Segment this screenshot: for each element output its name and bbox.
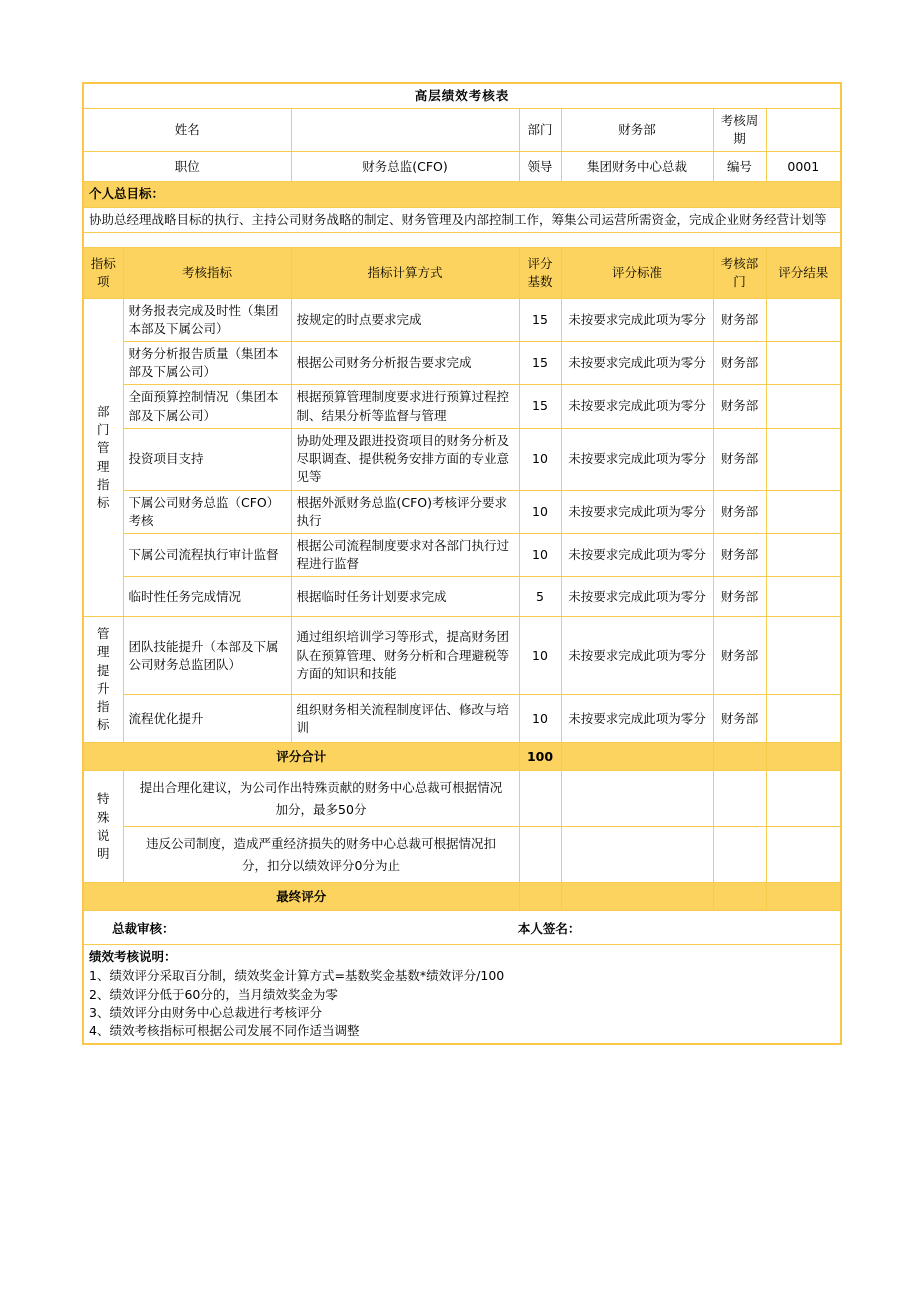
cell-standard: 未按要求完成此项为零分 [561, 298, 713, 341]
cycle-value[interactable] [766, 109, 841, 152]
cell-method: 根据临时任务计划要求完成 [291, 577, 519, 617]
col-header-indicator: 考核指标 [123, 247, 291, 298]
objective-label-row [83, 182, 841, 207]
performance-appraisal-sheet [82, 82, 842, 1045]
cell-base: 10 [519, 533, 561, 576]
cell-standard: 未按要求完成此项为零分 [561, 533, 713, 576]
cell-indicator: 流程优化提升 [123, 695, 291, 743]
table-row [83, 695, 841, 743]
number-label: 编号 [713, 152, 766, 182]
objective-label: 个人总目标： [83, 182, 841, 207]
table-row [83, 490, 841, 533]
table-row [83, 428, 841, 490]
cycle-label: 考核周期 [713, 109, 766, 152]
section-label-char: 升 [96, 680, 110, 696]
special-result[interactable] [766, 827, 841, 883]
note-line: 1、绩效评分采取百分制，绩效奖金计算方式=基数奖金基数*绩效评分/100 [89, 968, 505, 984]
final-standard[interactable] [561, 883, 713, 911]
col-header-category: 指标项 [83, 247, 123, 298]
position-label: 职位 [83, 152, 291, 182]
leader-value[interactable]: 集团财务中心总裁 [561, 152, 713, 182]
cell-indicator: 全面预算控制情况（集团本部及下属公司） [123, 385, 291, 428]
note-line: 4、绩效考核指标可根据公司发展不同作适当调整 [89, 1022, 360, 1038]
cell-indicator: 下属公司流程执行审计监督 [123, 533, 291, 576]
col-header-base: 评分基数 [519, 247, 561, 298]
cell-base: 15 [519, 342, 561, 385]
cell-result[interactable] [766, 533, 841, 576]
section-label-1 [83, 617, 123, 743]
name-label: 姓名 [83, 109, 291, 152]
number-value[interactable]: 0001 [766, 152, 841, 182]
special-label-char: 特 [96, 791, 110, 807]
notes-block [83, 945, 841, 1044]
grid-header-row [83, 247, 841, 298]
special-text: 提出合理化建议，为公司作出特殊贡献的财务中心总裁可根据情况加分，最多50分 [123, 771, 519, 827]
table-row [83, 533, 841, 576]
final-label: 最终评分 [83, 883, 519, 911]
cell-base: 5 [519, 577, 561, 617]
cell-dept: 财务部 [713, 617, 766, 695]
table-row [83, 577, 841, 617]
special-standard[interactable] [561, 827, 713, 883]
spacer [83, 232, 841, 247]
cell-result[interactable] [766, 577, 841, 617]
section-label-char: 提 [96, 662, 110, 678]
special-label-char: 说 [96, 827, 110, 843]
special-row [83, 771, 841, 827]
cell-method: 按规定的时点要求完成 [291, 298, 519, 341]
section-label-char: 管 [96, 626, 110, 642]
cell-standard: 未按要求完成此项为零分 [561, 342, 713, 385]
meta-row-2 [83, 152, 841, 182]
notes-title: 绩效考核说明： [89, 949, 177, 965]
spacer-row-1 [83, 232, 841, 247]
cell-standard: 未按要求完成此项为零分 [561, 428, 713, 490]
cell-result[interactable] [766, 617, 841, 695]
cell-dept: 财务部 [713, 695, 766, 743]
cell-standard: 未按要求完成此项为零分 [561, 577, 713, 617]
cell-dept: 财务部 [713, 342, 766, 385]
section-label-char: 理 [96, 458, 110, 474]
note-line: 2、绩效评分低于60分的，当月绩效奖金为零 [89, 986, 338, 1002]
title-row [83, 83, 841, 109]
notes-row [83, 945, 841, 1044]
col-header-standard: 评分标准 [561, 247, 713, 298]
note-line: 3、绩效评分由财务中心总裁进行考核评分 [89, 1004, 322, 1020]
final-result[interactable] [766, 883, 841, 911]
cell-standard: 未按要求完成此项为零分 [561, 617, 713, 695]
cell-dept: 财务部 [713, 533, 766, 576]
total-result[interactable] [766, 743, 841, 771]
col-header-result: 评分结果 [766, 247, 841, 298]
cell-method: 根据外派财务总监(CFO)考核评分要求执行 [291, 490, 519, 533]
special-text: 违反公司制度，造成严重经济损失的财务中心总裁可根据情况扣分，扣分以绩效评分0分为止 [123, 827, 519, 883]
cell-result[interactable] [766, 428, 841, 490]
cell-dept: 财务部 [713, 298, 766, 341]
page-title: 高层绩效考核表 [83, 83, 841, 109]
position-value[interactable]: 财务总监(CFO) [291, 152, 519, 182]
name-value[interactable] [291, 109, 519, 152]
total-base: 100 [519, 743, 561, 771]
cell-result[interactable] [766, 490, 841, 533]
score-total-row [83, 743, 841, 771]
special-label-char: 明 [96, 845, 110, 861]
total-standard [561, 743, 713, 771]
cell-result[interactable] [766, 342, 841, 385]
dept-label: 部门 [519, 109, 561, 152]
cell-method: 根据公司财务分析报告要求完成 [291, 342, 519, 385]
cell-method: 根据公司流程制度要求对各部门执行过程进行监督 [291, 533, 519, 576]
special-dept[interactable] [713, 827, 766, 883]
final-base[interactable] [519, 883, 561, 911]
cell-dept: 财务部 [713, 428, 766, 490]
cell-method: 组织财务相关流程制度评估、修改与培训 [291, 695, 519, 743]
dept-value[interactable]: 财务部 [561, 109, 713, 152]
col-header-dept: 考核部门 [713, 247, 766, 298]
final-dept[interactable] [713, 883, 766, 911]
cell-indicator: 下属公司财务总监（CFO）考核 [123, 490, 291, 533]
cell-method: 根据预算管理制度要求进行预算过程控制、结果分析等监督与管理 [291, 385, 519, 428]
signature-row [83, 911, 841, 945]
cell-indicator: 投资项目支持 [123, 428, 291, 490]
cell-method: 协助处理及跟进投资项目的财务分析及尽职调查、提供税务安排方面的专业意见等 [291, 428, 519, 490]
cell-result[interactable] [766, 695, 841, 743]
special-result[interactable] [766, 771, 841, 827]
cell-result[interactable] [766, 298, 841, 341]
cell-base: 15 [519, 298, 561, 341]
section-label-0 [83, 298, 123, 616]
self-signature-label[interactable]: 本人签名： [517, 921, 581, 937]
objective-text-row [83, 207, 841, 232]
table-row [83, 617, 841, 695]
cell-indicator: 财务报表完成及时性（集团本部及下属公司） [123, 298, 291, 341]
special-base[interactable] [519, 771, 561, 827]
cell-standard: 未按要求完成此项为零分 [561, 695, 713, 743]
objective-text: 协助总经理战略目标的执行、主持公司财务战略的制定、财务管理及内部控制工作，筹集公司运营所需资金，完成企业财务经营计划等 [83, 207, 841, 232]
cell-result[interactable] [766, 385, 841, 428]
meta-row-1 [83, 109, 841, 152]
cell-base: 15 [519, 385, 561, 428]
final-score-row [83, 883, 841, 911]
cell-base: 10 [519, 490, 561, 533]
section-label-char: 指 [96, 476, 110, 492]
special-label-char: 殊 [96, 809, 110, 825]
cell-indicator: 临时性任务完成情况 [123, 577, 291, 617]
section-label-char: 部 [96, 404, 110, 420]
special-label [83, 771, 123, 883]
signature-strip [83, 911, 841, 945]
col-header-method: 指标计算方式 [291, 247, 519, 298]
reviewer-signature-label[interactable]: 总裁审核： [112, 921, 175, 937]
section-label-char: 理 [96, 644, 110, 660]
section-label-char: 门 [96, 422, 110, 438]
cell-base: 10 [519, 617, 561, 695]
leader-label: 领导 [519, 152, 561, 182]
special-row [83, 827, 841, 883]
section-label-char: 标 [96, 716, 110, 732]
special-standard[interactable] [561, 771, 713, 827]
table-row [83, 342, 841, 385]
section-label-char: 指 [96, 698, 110, 714]
total-dept [713, 743, 766, 771]
cell-dept: 财务部 [713, 490, 766, 533]
cell-standard: 未按要求完成此项为零分 [561, 490, 713, 533]
cell-dept: 财务部 [713, 385, 766, 428]
cell-standard: 未按要求完成此项为零分 [561, 385, 713, 428]
total-label: 评分合计 [83, 743, 519, 771]
table-row [83, 298, 841, 341]
section-label-char: 管 [96, 440, 110, 456]
cell-base: 10 [519, 695, 561, 743]
cell-indicator: 财务分析报告质量（集团本部及下属公司） [123, 342, 291, 385]
table-row [83, 385, 841, 428]
cell-indicator: 团队技能提升（本部及下属公司财务总监团队） [123, 617, 291, 695]
section-label-char: 标 [96, 494, 110, 510]
cell-method: 通过组织培训学习等形式，提高财务团队在预算管理、财务分析和合理避税等方面的知识和技能 [291, 617, 519, 695]
special-dept[interactable] [713, 771, 766, 827]
special-base[interactable] [519, 827, 561, 883]
cell-dept: 财务部 [713, 577, 766, 617]
cell-base: 10 [519, 428, 561, 490]
